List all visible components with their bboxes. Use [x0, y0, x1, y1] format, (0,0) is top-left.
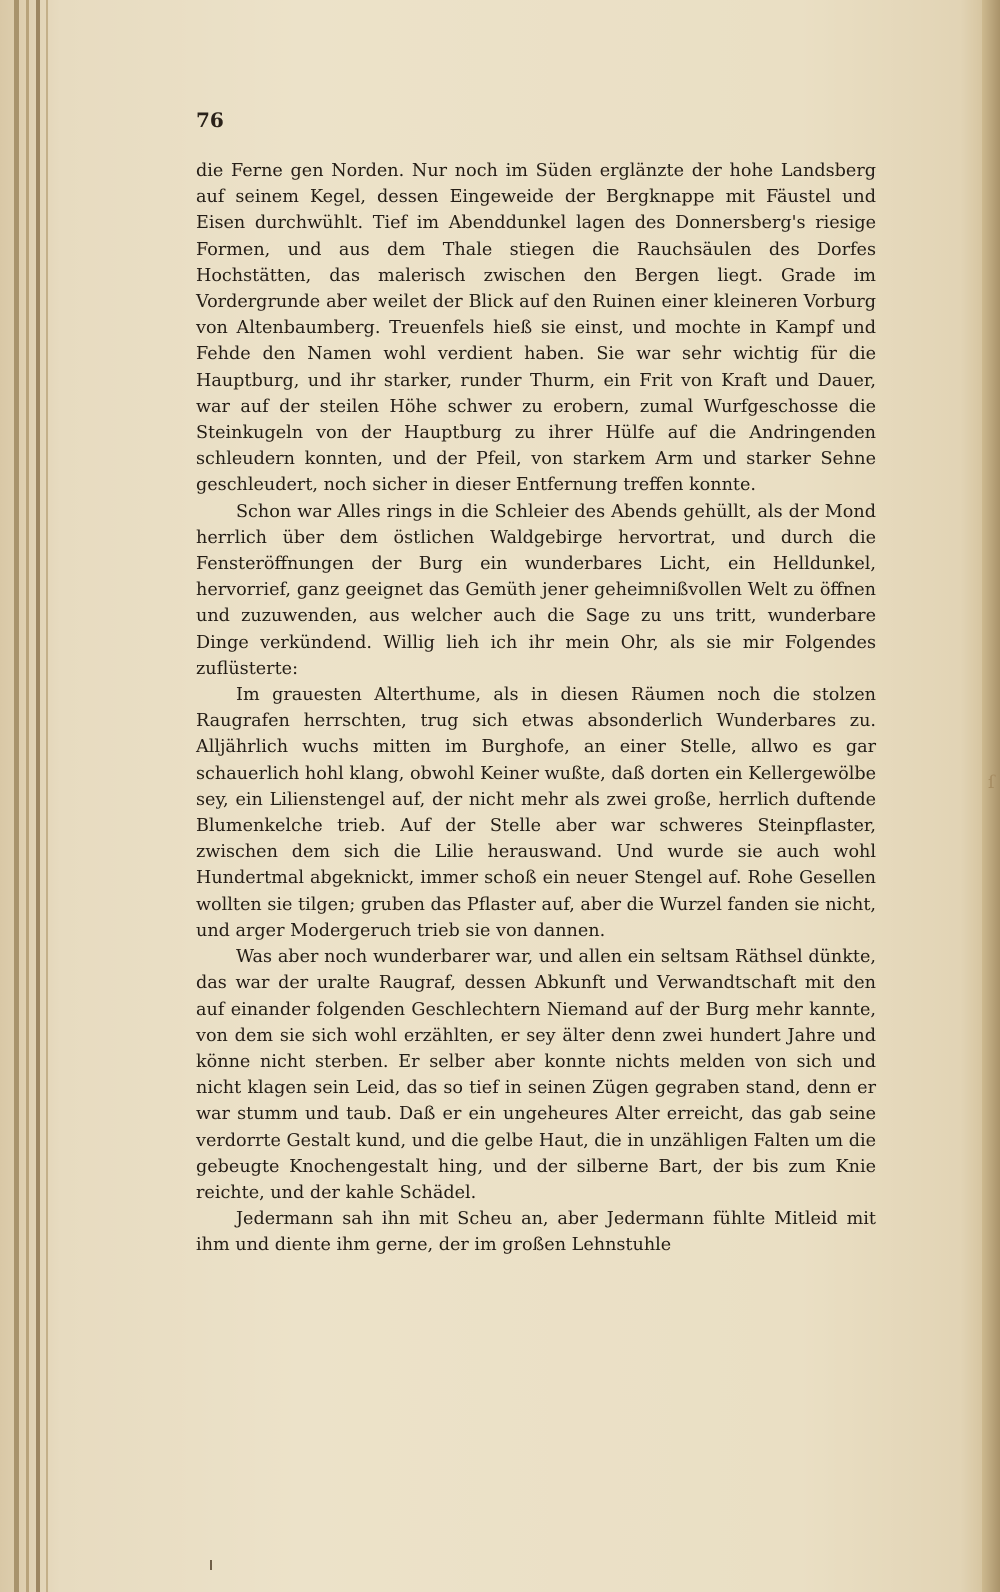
paragraph-4: Was aber noch wunderbarer war, und allen ein seltsam Räthsel dünkte, das war der uralte Raugraf, dessen Abkunft und Verwandtschaft mit den auf einander folgenden Geschlechtern Niemand auf der Burg mehr kannte, von dem sie sich wohl erzählten, er sey älter denn zwei hundert Jahre und könne nicht sterben. Er selber aber konnte nichts melden von sich und nicht klagen sein Leid, das so tief in seinen Zügen gegraben stand, denn er war stumm und taub. Daß er ein ungeheures Alter erreicht, das gab seine verdorrte Gestalt kund, und die gelbe Haut, die in unzähligen Falten um die gebeugte Knochengestalt hing, und der silberne Bart, der bis zum Knie reichte, und der kahle Schädel. — [196, 947, 876, 1203]
page-edge-line — [36, 0, 40, 1592]
paragraph-1: die Ferne gen Norden. Nur noch im Süden erglänzte der hohe Landsberg auf seinem Kegel, dessen Eingeweide der Bergknappe mit Fäustel und Eisen durchwühlt. Tief im Abenddunkel lagen des Donnersberg's riesige Formen, und aus dem Thale stiegen die Rauchsäulen des Dorfes Hochstätten, das malerisch zwischen den Bergen liegt. Grade im Vordergrunde aber weilet der Blick auf den Ruinen einer kleineren Vorburg von Altenbaumberg. Treuenfels hieß sie einst, und mochte in Kampf und Fehde den Namen wohl verdient haben. Sie war sehr wichtig für die Hauptburg, und ihr starker, runder Thurm, ein Frit von Kraft und Dauer, war auf der steilen Höhe schwer zu erobern, zumal Wurfgeschosse die Steinkugeln von der Hauptburg zu ihrer Hülfe auf die Andringenden schleudern konnten, und der Pfeil, von starkem Arm und starker Sehne geschleudert, noch sicher in dieser Entfernung treffen konnte. — [196, 161, 876, 496]
page-right-edge — [982, 0, 1000, 1592]
body-text — [196, 158, 876, 1259]
page-edge-line — [14, 0, 19, 1592]
page-edge-line — [46, 0, 48, 1592]
page-number: 76 — [196, 108, 224, 132]
margin-mark: ſ — [988, 772, 995, 793]
paragraph-2: Schon war Alles rings in die Schleier des Abends gehüllt, als der Mond herrlich über dem östlichen Waldgebirge hervortrat, und durch die Fensteröffnungen der Burg ein wunderbares Licht, ein Helldunkel, hervorrief, ganz geeignet das Gemüth jener geheimnißvollen Welt zu öffnen und zuzuwenden, aus welcher auch die Sage zu uns tritt, wunderbare Dinge verkündend. Willig lieh ich ihr mein Ohr, als sie mir Folgendes zuflüsterte: — [196, 501, 876, 679]
page-edge-line — [26, 0, 29, 1592]
paragraph-5: Jedermann sah ihn mit Scheu an, aber Jedermann fühlte Mitleid mit ihm und diente ihm gerne, der im großen Lehnstuhle — [196, 1209, 876, 1256]
ink-speck — [210, 1560, 212, 1570]
paragraph-3: Im grauesten Alterthume, als in diesen Räumen noch die stolzen Raugrafen herrschten, trug sich etwas absonderlich Wunderbares zu. Alljährlich wuchs mitten im Burghofe, an einer Stelle, allwo es gar schauerlich hohl klang, obwohl Keiner wußte, daß dorten ein Kellergewölbe sey, ein Lilienstengel auf, der nicht mehr als zwei große, herrlich duftende Blumenkelche trieb. Auf der Stelle aber war schweres Steinpflaster, zwischen dem sich die Lilie herauswand. Und wurde sie auch wohl Hundertmal abgeknickt, immer schoß ein neuer Stengel auf. Rohe Gesellen wollten sie tilgen; gruben das Pflaster auf, aber die Wurzel fanden sie nicht, und arger Modergeruch trieb sie von dannen. — [196, 685, 876, 941]
